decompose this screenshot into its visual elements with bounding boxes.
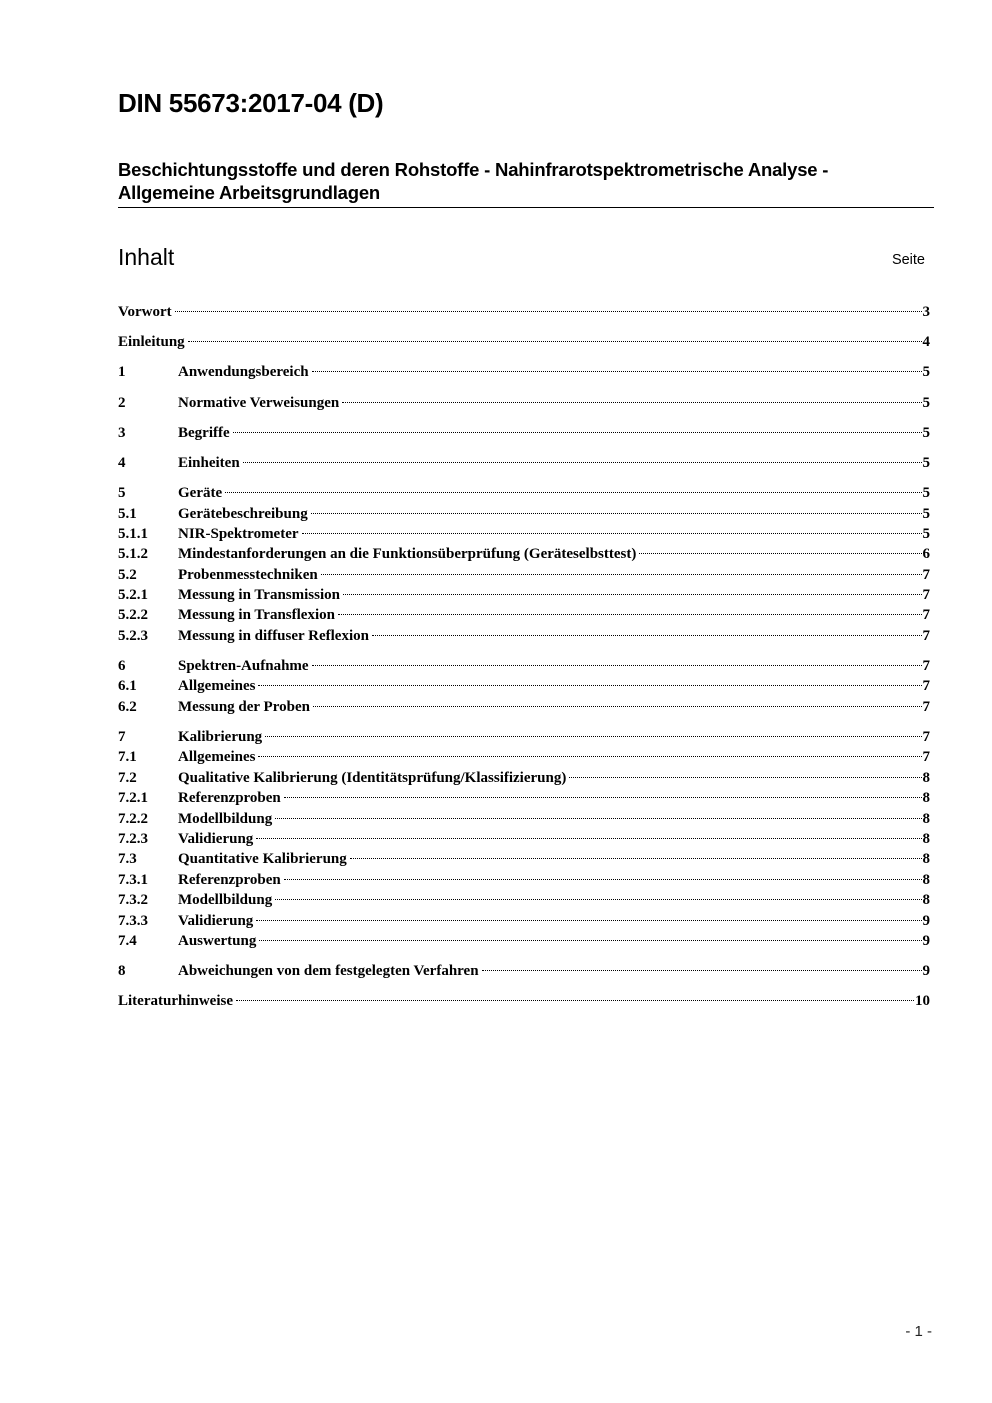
- toc-entry-page: 7: [922, 749, 930, 766]
- toc-entry-number: 4: [118, 454, 126, 471]
- toc-entry[interactable]: [118, 697, 930, 717]
- toc-entry-number: 7.3.2: [118, 892, 148, 909]
- toc-entry-page: 9: [922, 963, 930, 980]
- toc-dot-leader: [343, 594, 922, 595]
- toc-dot-leader: [225, 492, 921, 493]
- toc-entry-page: 7: [922, 607, 930, 624]
- toc-entry-page: 8: [922, 871, 930, 888]
- toc-entry[interactable]: [118, 727, 930, 747]
- toc-entry-number: 7.2.3: [118, 830, 148, 847]
- toc-entry-number: 2: [118, 394, 126, 411]
- toc-entry[interactable]: [118, 829, 930, 849]
- toc-dot-leader: [482, 970, 922, 971]
- toc-entry[interactable]: [118, 747, 930, 767]
- toc-entry[interactable]: [118, 768, 930, 788]
- toc-entry-label: Normative Verweisungen: [178, 394, 340, 411]
- toc-entry-page: 7: [922, 587, 930, 604]
- toc-dot-leader: [639, 553, 921, 554]
- toc-entry-page: 3: [922, 304, 930, 320]
- toc-entry-label: Modellbildung: [178, 892, 273, 909]
- toc-entry-number: 7.2.1: [118, 790, 148, 807]
- toc-entry[interactable]: [118, 585, 930, 605]
- toc-entry-label: Messung in diffuser Reflexion: [178, 627, 369, 644]
- toc-entry-number: 6: [118, 658, 126, 675]
- toc-dot-leader: [321, 574, 922, 575]
- toc-dot-leader: [259, 940, 921, 941]
- toc-entry-label: Vorwort: [118, 304, 172, 320]
- toc-entry-number: 3: [118, 424, 126, 441]
- toc-entry-label: Auswertung: [178, 932, 257, 949]
- document-title: [118, 158, 934, 208]
- toc-entry-page: 7: [922, 729, 930, 746]
- toc-entry-label: Kalibrierung: [178, 729, 263, 746]
- toc-dot-leader: [265, 736, 921, 737]
- toc-entry-number: 7.2.2: [118, 810, 148, 827]
- toc-entry[interactable]: [118, 870, 930, 890]
- toc-entry-number: 6.2: [118, 698, 137, 715]
- toc-entry-label: Mindestanforderungen an die Funktionsüberprüfung (Geräteselbsttest): [178, 546, 637, 563]
- toc-dot-leader: [256, 920, 921, 921]
- toc-entry-label: Probenmesstechniken: [178, 566, 318, 583]
- toc-entry-page: 8: [922, 769, 930, 786]
- toc-entry[interactable]: [118, 544, 930, 564]
- toc-entry-page: 5: [922, 505, 930, 522]
- toc-entry-page: 7: [922, 698, 930, 715]
- toc-entry[interactable]: [118, 890, 930, 910]
- toc-entry-number: 5.1.1: [118, 525, 148, 542]
- toc-entry-page: 8: [922, 892, 930, 909]
- toc-dot-leader: [256, 838, 921, 839]
- toc-dot-leader: [284, 797, 922, 798]
- toc-entry-label: Begriffe: [178, 424, 230, 441]
- toc-entry[interactable]: [118, 483, 930, 503]
- toc-entry-label: Einheiten: [178, 454, 240, 471]
- toc-entry[interactable]: [118, 565, 930, 585]
- toc-entry-label: Validierung: [178, 830, 254, 847]
- table-of-contents: [118, 302, 930, 1012]
- toc-entry-label: Messung in Transflexion: [178, 607, 335, 624]
- toc-entry-label: Literaturhinweise: [118, 993, 233, 1010]
- toc-entry-number: 5: [118, 485, 126, 502]
- toc-entry[interactable]: [118, 991, 930, 1011]
- toc-entry-number: 7.4: [118, 932, 137, 949]
- toc-entry-number: 7.3.1: [118, 871, 148, 888]
- toc-entry[interactable]: [118, 911, 930, 931]
- toc-dot-leader: [258, 685, 921, 686]
- document-title-line-2: Allgemeine Arbeitsgrundlagen: [118, 182, 381, 203]
- toc-entry-label: Quantitative Kalibrierung: [178, 851, 347, 868]
- toc-entry[interactable]: [118, 931, 930, 951]
- toc-entry-label: Referenzproben: [178, 790, 281, 807]
- toc-entry-page: 7: [922, 658, 930, 675]
- toc-entry[interactable]: [118, 302, 930, 322]
- toc-dot-leader: [175, 311, 922, 312]
- toc-dot-leader: [233, 432, 922, 433]
- toc-dot-leader: [312, 371, 922, 372]
- toc-entry-label: Validierung: [178, 912, 254, 929]
- toc-entry-page: 5: [922, 394, 930, 411]
- toc-dot-leader: [372, 635, 922, 636]
- toc-dot-leader: [302, 533, 922, 534]
- toc-dot-leader: [338, 614, 922, 615]
- toc-entry-number: 7: [118, 729, 126, 746]
- document-id: DIN 55673:2017-04 (D): [118, 88, 384, 118]
- toc-entry-page: 7: [922, 678, 930, 695]
- toc-entry-number: 8: [118, 963, 126, 980]
- toc-entry-number: 1: [118, 364, 126, 381]
- toc-entry[interactable]: [118, 423, 930, 443]
- toc-dot-leader: [311, 513, 922, 514]
- toc-entry[interactable]: [118, 524, 930, 544]
- toc-entry-number: 6.1: [118, 678, 137, 695]
- toc-entry-number: 7.3.3: [118, 912, 148, 929]
- toc-entry-number: 5.2.2: [118, 607, 148, 624]
- toc-entry[interactable]: [118, 332, 930, 352]
- toc-entry-label: NIR-Spektrometer: [178, 525, 299, 542]
- toc-dot-leader: [236, 1000, 914, 1001]
- toc-entry-number: 5.1: [118, 505, 137, 522]
- toc-entry[interactable]: [118, 362, 930, 382]
- toc-entry-page: 5: [922, 364, 930, 381]
- toc-entry-page: 8: [922, 810, 930, 827]
- toc-entry[interactable]: [118, 453, 930, 473]
- toc-dot-leader: [350, 858, 922, 859]
- toc-entry-page: 4: [922, 334, 930, 351]
- toc-entry-number: 5.1.2: [118, 546, 148, 563]
- toc-entry-label: Anwendungsbereich: [178, 364, 309, 381]
- page-column-label: Seite: [891, 252, 925, 268]
- toc-entry[interactable]: [118, 961, 930, 981]
- toc-dot-leader: [275, 899, 921, 900]
- toc-entry-label: Einleitung: [118, 334, 185, 351]
- toc-entry-label: Abweichungen von dem festgelegten Verfahren: [178, 963, 479, 980]
- toc-entry[interactable]: [118, 849, 930, 869]
- toc-dot-leader: [342, 402, 921, 403]
- toc-heading: Inhalt: [118, 244, 175, 270]
- toc-entry-number: 7.1: [118, 749, 137, 766]
- toc-entry-label: Allgemeines: [178, 678, 256, 695]
- toc-entry-page: 10: [915, 993, 930, 1010]
- toc-entry[interactable]: [118, 788, 930, 808]
- toc-entry-page: 8: [922, 851, 930, 868]
- toc-entry-label: Geräte: [178, 485, 223, 502]
- toc-dot-leader: [188, 341, 922, 342]
- toc-entry[interactable]: [118, 393, 930, 413]
- document-title-line-1: Beschichtungsstoffe und deren Rohstoffe - Nahinfrarotspektrometrische Analyse -: [118, 159, 829, 180]
- toc-dot-leader: [284, 879, 922, 880]
- toc-entry-number: 5.2.3: [118, 627, 148, 644]
- toc-entry-page: 5: [922, 424, 930, 441]
- toc-entry-page: 7: [922, 566, 930, 583]
- toc-entry-page: 5: [922, 525, 930, 542]
- toc-dot-leader: [243, 462, 922, 463]
- toc-entry[interactable]: [118, 656, 930, 676]
- toc-entry-label: Modellbildung: [178, 810, 273, 827]
- toc-entry-number: 5.2.1: [118, 587, 148, 604]
- toc-entry[interactable]: [118, 605, 930, 625]
- toc-entry-label: Qualitative Kalibrierung (Identitätsprüfung/Klassifizierung): [178, 769, 567, 786]
- toc-entry[interactable]: [118, 626, 930, 646]
- toc-dot-leader: [313, 706, 922, 707]
- toc-entry-number: 5.2: [118, 566, 137, 583]
- toc-entry[interactable]: [118, 504, 930, 524]
- toc-entry-page: 8: [922, 830, 930, 847]
- toc-entry[interactable]: [118, 676, 930, 696]
- toc-entry-label: Spektren-Aufnahme: [178, 658, 309, 675]
- toc-entry-page: 7: [922, 627, 930, 644]
- toc-entry-page: 9: [922, 932, 930, 949]
- toc-entry-page: 6: [922, 546, 930, 563]
- footer-page-number: - 1 -: [905, 1323, 932, 1340]
- toc-entry-number: 7.2: [118, 769, 137, 786]
- toc-entry-label: Messung der Proben: [178, 698, 310, 715]
- toc-entry[interactable]: [118, 809, 930, 829]
- toc-entry-label: Gerätebeschreibung: [178, 505, 308, 522]
- toc-entry-page: 8: [922, 790, 930, 807]
- toc-dot-leader: [312, 665, 922, 666]
- toc-entry-label: Allgemeines: [178, 749, 256, 766]
- toc-dot-leader: [258, 756, 921, 757]
- toc-entry-label: Messung in Transmission: [178, 587, 340, 604]
- toc-entry-label: Referenzproben: [178, 871, 281, 888]
- toc-entry-page: 5: [922, 485, 930, 502]
- toc-entry-page: 5: [922, 454, 930, 471]
- toc-dot-leader: [275, 818, 921, 819]
- toc-entry-page: 9: [922, 912, 930, 929]
- toc-dot-leader: [569, 777, 921, 778]
- toc-entry-number: 7.3: [118, 851, 137, 868]
